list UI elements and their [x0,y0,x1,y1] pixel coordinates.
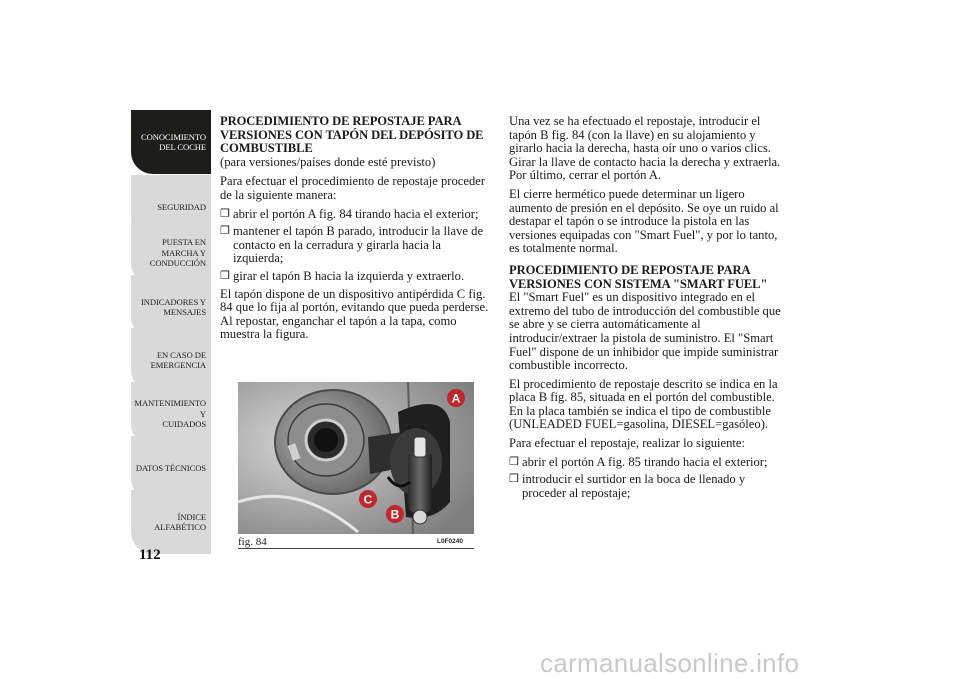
list-item-text: girar el tapón B hacia la izquierda y extraerlo. [233,268,465,283]
figure-code: L0F0240 [437,538,464,545]
list-item-text: introducir el surtidor en la boca de llenado y proceder al repostaje; [522,472,746,500]
figure-divider [238,548,474,549]
section-subheading: (para versiones/países donde esté previsto) [220,154,436,169]
checkbox-bullet-icon: ❒ [220,269,230,282]
list-item-text: abrir el portón A fig. 84 tirando hacia el exterior; [233,206,479,221]
list-item [509,456,787,470]
tab-puesta-en-marcha[interactable]: PUESTA EN MARCHA Y CONDUCCIÓN [131,221,211,285]
paragraph-steps-intro: Para efectuar el repostaje, realizar lo siguiente: [509,436,746,451]
list-item [220,225,492,266]
paragraph-closing-cap: Una vez se ha efectuado el repostaje, introducir el tapón B fig. 84 (con la llave) en su alojamiento y girarlo hacia la derecha, hasta oír uno o varios clics. Girar la llave de contacto hacia la derecha y extraerla. Por último, cerrar el portón A. [509,114,781,183]
callout-b [386,505,404,523]
tab-indice-alfabetico[interactable]: ÍNDICE ALFABÉTICO [131,490,211,554]
checkbox-bullet-icon: ❒ [509,455,519,468]
callout-c [359,490,377,508]
list-item-text: abrir el portón A fig. 85 tirando hacia el exterior; [522,454,768,469]
list-item [220,208,492,222]
tab-en-caso-de-emergencia[interactable]: EN CASO DE EMERGENCIA [131,328,211,392]
paragraph-placa: El procedimiento de repostaje descrito se indica en la placa B fig. 85, situada en el portón del combustible. En la placa también se indica el tipo de combustible (UNLEADED FUEL=gasolina, DIESEL=gasóleo). [509,376,778,432]
intro-paragraph: Para efectuar el procedimiento de repostaje proceder de la siguiente manera: [220,174,486,202]
tab-datos-tecnicos[interactable]: DATOS TÉCNICOS [131,436,211,500]
callout-b-label: B [390,507,400,522]
callout-a [447,389,465,407]
callout-layer [238,382,474,534]
tab-conocimiento-del-coche[interactable]: CONOCIMIENTO DEL COCHE [131,110,211,174]
checkbox-bullet-icon: ❒ [220,207,230,220]
paragraph-smart-fuel: El "Smart Fuel" es un dispositivo integrado en el extremo del tubo de introducción del combustible que se abre y se cierra automáticamente al introducir/extraer la pistola de suministro. El "Smart Fuel" dispone de un inhibidor que impide suministrar combustible incorrecto. [509,290,781,373]
tab-seguridad[interactable]: SEGURIDAD [131,175,211,239]
watermark: carmanualsonline.info [540,648,800,678]
antiloss-paragraph: El tapón dispone de un dispositivo antipérdida C fig. 84 que lo fija al portón, evitando que pueda perderse. Al repostar, enganchar el tapón a la tapa, como muestra la figura. [220,286,489,342]
section-heading-smart-fuel: PROCEDIMIENTO DE REPOSTAJE PARA VERSIONES CON SISTEMA "SMART FUEL" [509,262,768,291]
checkbox-bullet-icon: ❒ [509,473,519,486]
callout-c-label: C [363,492,373,507]
callout-a-label: A [451,391,461,406]
left-column [220,115,492,347]
tab-indicadores-y-mensajes[interactable]: INDICADORES Y MENSAJES [131,275,211,339]
list-item [220,270,492,284]
figure-caption: fig. 84 [238,536,267,548]
paragraph-pressure: El cierre hermético puede determinar un ligero aumento de presión en el depósito. Se oye un ruido al destapar el tapón o se introduce la pistola en las versiones equipadas con "Smart Fuel", y por lo tanto, es totalmente normal. [509,186,779,256]
list-item [509,473,787,500]
tab-mantenimiento-y-cuidados[interactable]: MANTENIMIENTO Y CUIDADOS [131,382,211,446]
section-heading-tapon: PROCEDIMIENTO DE REPOSTAJE PARA VERSIONES CON TAPÓN DEL DEPÓSITO DE COMBUSTIBLE [220,114,484,156]
list-item-text: mantener el tapón B parado, introducir la llave de contacto en la cerradura y girarla hacia la izquierda; [233,224,484,266]
checkbox-bullet-icon: ❒ [220,225,230,238]
right-column [509,115,787,504]
page-number: 112 [139,547,161,563]
